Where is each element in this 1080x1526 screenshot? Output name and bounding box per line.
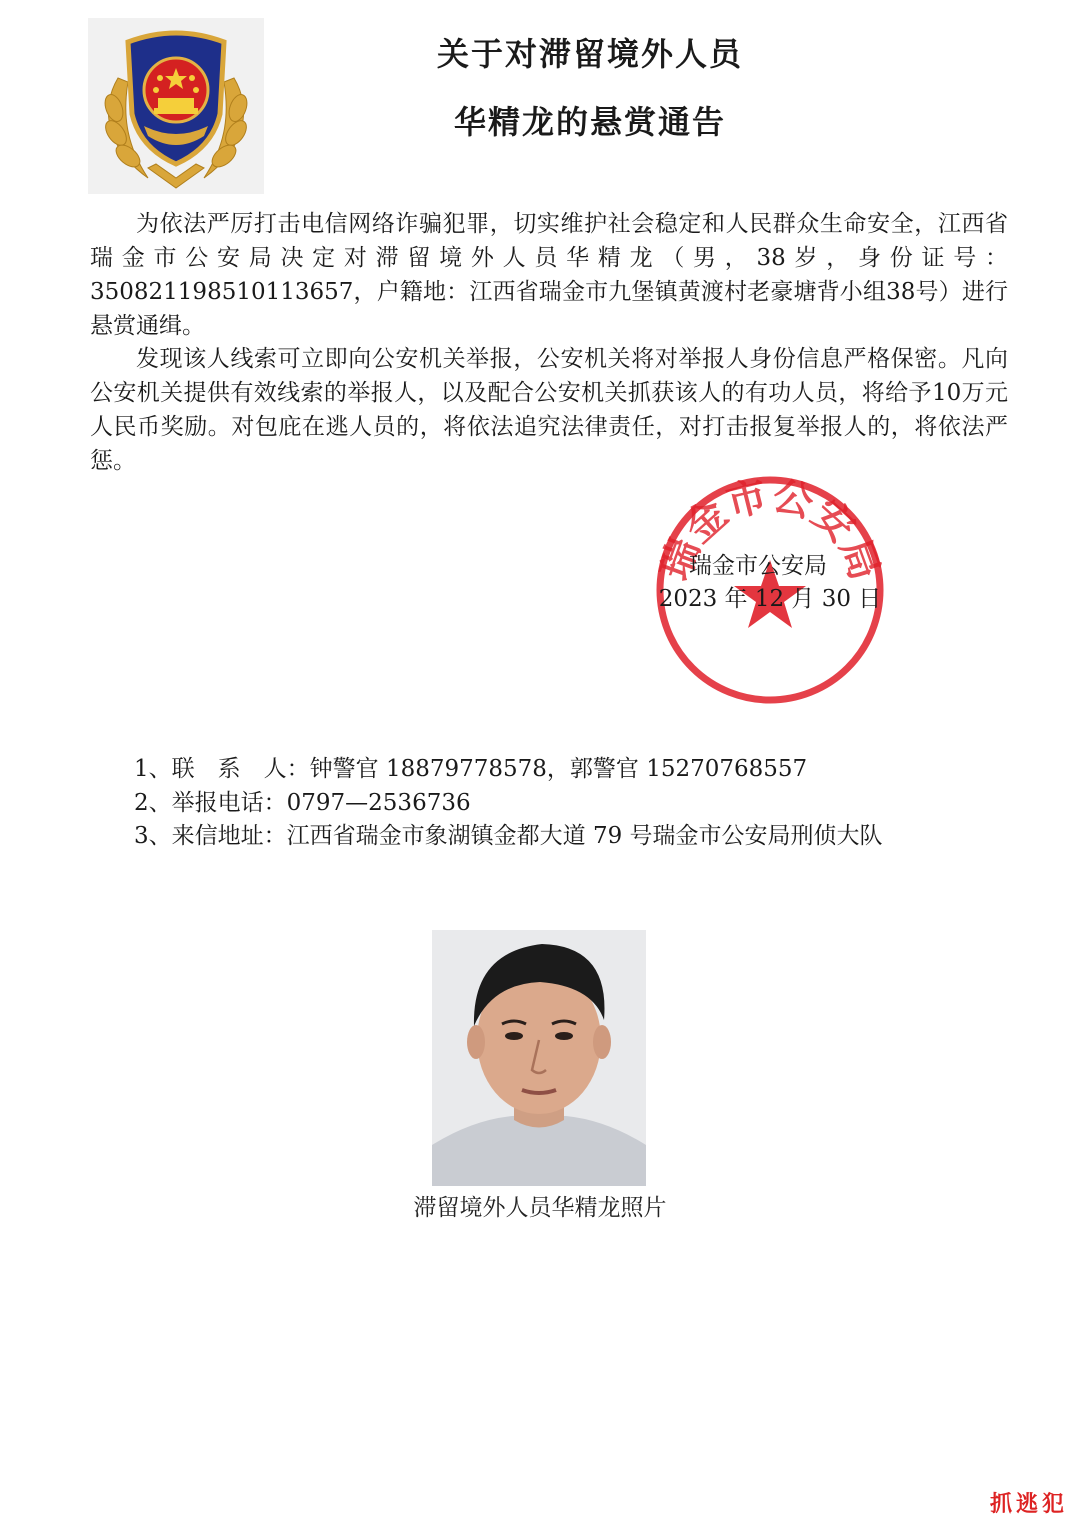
notice-title-line2: 华精龙的悬赏通告 <box>453 103 726 141</box>
police-emblem-icon <box>88 18 264 194</box>
seal-text: 瑞金市公安局 <box>651 471 889 587</box>
mail-address: 3、来信地址：江西省瑞金市象湖镇金都大道 79 号瑞金市公安局刑侦大队 <box>134 823 883 849</box>
notice-title-line1: 关于对滞留境外人员 <box>436 35 743 73</box>
contact-person: 1、联 系 人：钟警官 18879778578，郭警官 15270768557 <box>134 756 808 782</box>
watermark-text: 抓逃犯 <box>989 1492 1068 1517</box>
issuer-name: 瑞金市公安局 <box>689 553 827 579</box>
photo-caption: 滞留境外人员华精龙照片 <box>413 1195 667 1221</box>
suspect-photo <box>432 930 646 1186</box>
report-phone: 2、举报电话：0797—2536736 <box>134 790 471 816</box>
notice-paragraph-1: 为依法严厉打击电信网络诈骗犯罪，切实维护社会稳定和人民群众生命安全，江西省瑞金市公安局决定对滞留境外人员华精龙（男，38岁，身份证号：350821198510113657，户籍地：江西省瑞金市九堡镇黄渡村老豪塘背小组38号）进行悬赏通缉。 <box>90 211 1008 339</box>
issue-date: 2023 年 12 月 30 日 <box>658 586 882 612</box>
notice-paragraph-2: 发现该人线索可立即向公安机关举报，公安机关将对举报人身份信息严格保密。凡向公安机关提供有效线索的举报人，以及配合公安机关抓获该人的有功人员，将给予10万元人民币奖励。对包庇在逃人员的，将依法追究法律责任，对打击报复举报人的，将依法严惩。 <box>90 346 1008 474</box>
